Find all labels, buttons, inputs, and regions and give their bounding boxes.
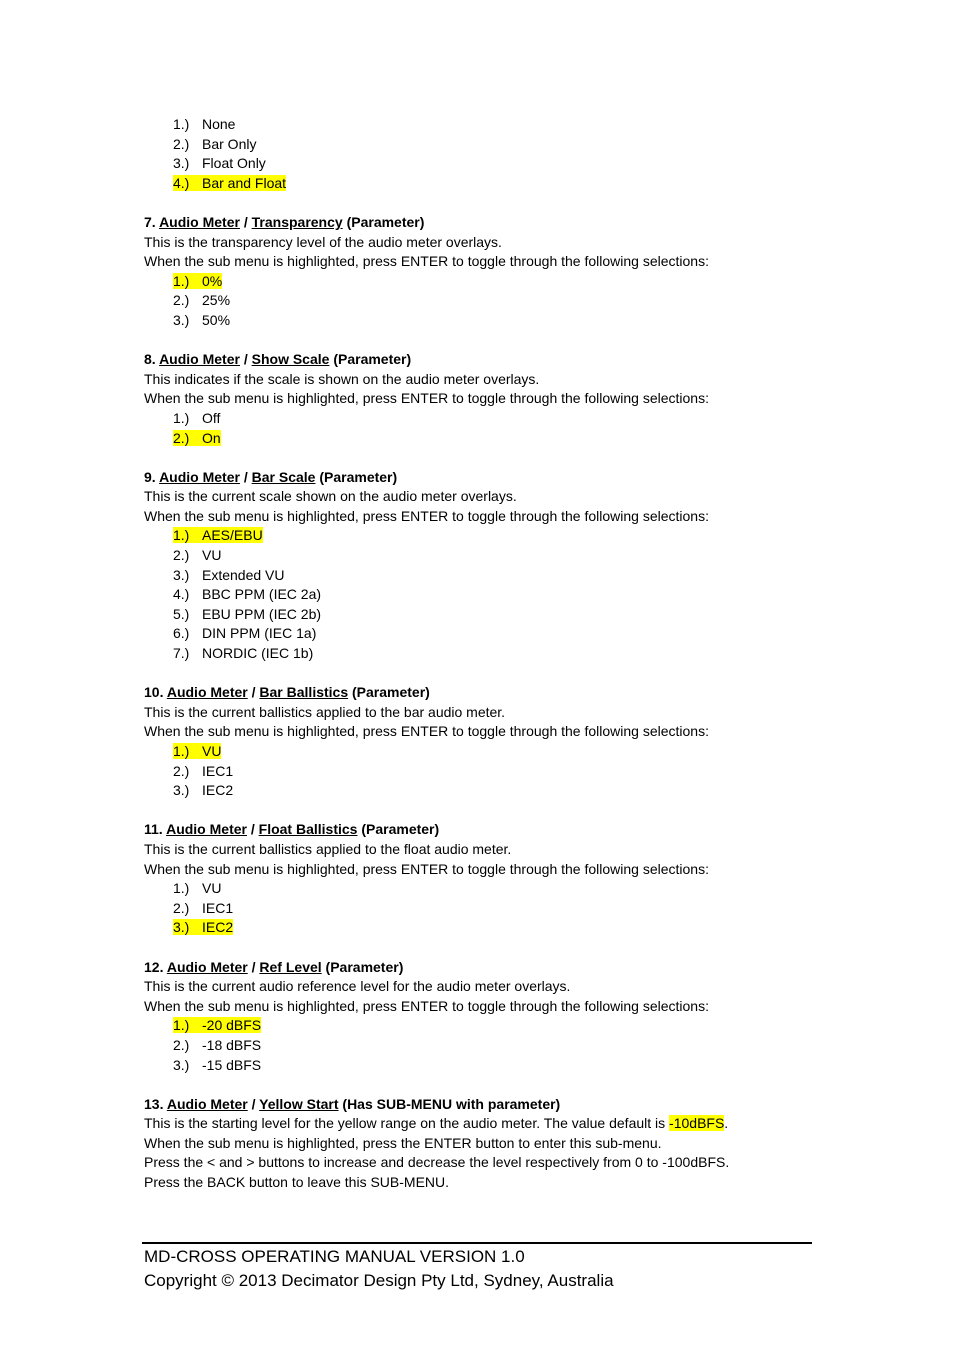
option-item <box>173 879 824 899</box>
selected-option-highlight <box>173 430 221 446</box>
option-item <box>173 1056 824 1076</box>
option-number: 3.) <box>173 311 190 328</box>
option-label: NORDIC (IEC 1b) <box>202 645 314 662</box>
submenu-name: Show Scale <box>251 351 330 368</box>
default-value-highlight: -10dBFS <box>669 1115 725 1132</box>
description-line: This indicates if the scale is shown on the audio meter overlays. <box>144 370 540 387</box>
description-line: When the sub menu is highlighted, press ENTER to toggle through the following selections: <box>144 860 709 877</box>
option-number: 4.) <box>173 174 190 191</box>
option-item <box>173 135 824 155</box>
option-label: 0% <box>202 272 223 289</box>
selection-options <box>144 526 824 663</box>
option-number: 1.) <box>173 409 190 426</box>
menu-name: Audio Meter <box>159 213 240 230</box>
option-label: -20 dBFS <box>202 1017 262 1034</box>
instruction-line: Press the < and > buttons to increase and decrease the level respectively from 0 to -100dBFS. <box>144 1154 730 1171</box>
menu-name: Audio Meter <box>166 684 248 701</box>
option-label: -18 dBFS <box>202 1036 262 1053</box>
description-line: When the sub menu is highlighted, press ENTER to toggle through the following selections: <box>144 507 709 524</box>
description-line: This is the starting level for the yellow range on the audio meter. The value default is -10dBFS. <box>144 1115 729 1132</box>
option-label: IEC1 <box>202 899 234 916</box>
menu-name: Audio Meter <box>166 821 247 838</box>
option-number: 1.) <box>173 880 190 897</box>
option-item <box>173 174 824 194</box>
option-label: Bar and Float <box>202 174 287 191</box>
option-label: EBU PPM (IEC 2b) <box>202 605 322 622</box>
copyright-notice: Copyright © 2013 Decimator Design Pty Ltd, Sydney, Australia <box>144 1271 614 1290</box>
option-label: Bar Only <box>202 135 257 152</box>
option-number: 2.) <box>173 429 190 446</box>
option-item <box>173 115 824 135</box>
display-mode-options <box>144 115 824 193</box>
option-item <box>173 762 824 782</box>
description-line: This is the current ballistics applied to the bar audio meter. <box>144 703 506 720</box>
option-number: 3.) <box>173 566 190 583</box>
option-label: VU <box>202 547 222 564</box>
instruction-line: When the sub menu is highlighted, press the ENTER button to enter this sub-menu. <box>144 1134 662 1151</box>
parameter-section <box>144 683 824 801</box>
section-number: 10. <box>144 684 164 701</box>
section-kind: (Has SUB-MENU with parameter) <box>342 1095 561 1112</box>
parameter-section <box>144 213 824 331</box>
section-heading: 10. Audio Meter / Bar Ballistics (Parameter) <box>144 684 430 701</box>
selection-options <box>144 409 824 448</box>
section-kind: (Parameter) <box>333 351 412 368</box>
parameter-section <box>144 958 824 1076</box>
manual-version: MD-CROSS OPERATING MANUAL VERSION 1.0 <box>144 1247 525 1266</box>
option-label: IEC2 <box>202 782 234 799</box>
description-line: When the sub menu is highlighted, press ENTER to toggle through the following selections: <box>144 723 709 740</box>
option-number: 2.) <box>173 762 190 779</box>
submenu-name: Transparency <box>251 213 343 230</box>
option-item <box>173 742 824 762</box>
section-number: 13. <box>144 1095 164 1112</box>
option-item <box>173 272 824 292</box>
option-item <box>173 781 824 801</box>
selection-options <box>144 742 824 801</box>
option-item <box>173 154 824 174</box>
option-number: 2.) <box>173 292 190 309</box>
option-item <box>173 585 824 605</box>
selection-options <box>144 879 824 938</box>
option-item <box>173 605 824 625</box>
option-number: 1.) <box>173 743 190 759</box>
option-item <box>173 409 824 429</box>
option-item <box>173 311 824 331</box>
option-item <box>173 644 824 664</box>
selection-options <box>144 1016 824 1075</box>
option-number: 4.) <box>173 586 190 603</box>
option-number: 6.) <box>173 625 190 642</box>
option-item <box>173 1016 824 1036</box>
option-label: BBC PPM (IEC 2a) <box>202 586 322 603</box>
description-line: This is the current audio reference level for the audio meter overlays. <box>144 978 571 995</box>
description-line: When the sub menu is highlighted, press ENTER to toggle through the following selections: <box>144 390 709 407</box>
option-item <box>173 624 824 644</box>
option-label: On <box>202 429 221 446</box>
submenu-name: Float Ballistics <box>258 821 358 838</box>
menu-name: Audio Meter <box>166 1095 248 1112</box>
option-label: VU <box>202 880 222 897</box>
option-item <box>173 1036 824 1056</box>
option-number: 1.) <box>173 1017 190 1034</box>
section-heading: 9. Audio Meter / Bar Scale (Parameter) <box>144 468 398 485</box>
option-number: 2.) <box>173 899 190 916</box>
selection-options <box>144 272 824 331</box>
section-number: 7. <box>144 213 156 230</box>
instruction-line: Press the BACK button to leave this SUB-MENU. <box>144 1174 450 1191</box>
option-item <box>173 546 824 566</box>
selected-option-highlight <box>173 175 286 191</box>
option-item <box>173 429 824 449</box>
option-number: 2.) <box>173 1036 190 1053</box>
option-number: 5.) <box>173 605 190 622</box>
menu-name: Audio Meter <box>166 958 248 975</box>
section-kind: (Parameter) <box>361 821 440 838</box>
section-kind: (Parameter) <box>346 213 425 230</box>
submenu-name: Ref Level <box>259 958 322 975</box>
section-kind: (Parameter) <box>352 684 430 701</box>
option-item <box>173 566 824 586</box>
page-footer <box>144 1245 614 1293</box>
option-item <box>173 899 824 919</box>
description-line: When the sub menu is highlighted, press ENTER to toggle through the following selections: <box>144 253 709 270</box>
option-label: AES/EBU <box>202 527 263 544</box>
option-label: Extended VU <box>202 566 285 583</box>
section-kind: (Parameter) <box>319 468 398 485</box>
option-label: VU <box>202 743 222 759</box>
submenu-name: Yellow Start <box>259 1095 339 1112</box>
section-kind: (Parameter) <box>325 958 404 975</box>
selected-option-highlight <box>173 743 221 759</box>
option-item <box>173 291 824 311</box>
option-number: 2.) <box>173 135 190 152</box>
selected-option-highlight <box>173 273 222 289</box>
section-number: 12. <box>144 958 164 975</box>
menu-name: Audio Meter <box>159 468 240 485</box>
option-label: Float Only <box>202 155 266 172</box>
parameter-section <box>144 468 824 664</box>
section-number: 9. <box>144 468 156 485</box>
option-number: 1.) <box>173 527 190 544</box>
description-line: This is the current ballistics applied to the float audio meter. <box>144 840 512 857</box>
menu-name: Audio Meter <box>159 351 240 368</box>
parameter-section <box>144 350 824 448</box>
submenu-name: Bar Scale <box>251 468 316 485</box>
parameter-sections <box>144 213 824 1075</box>
description-line: This is the transparency level of the audio meter overlays. <box>144 233 502 250</box>
option-label: 50% <box>202 311 231 328</box>
option-label: DIN PPM (IEC 1a) <box>202 625 317 642</box>
section-heading: 13. Audio Meter / Yellow Start (Has SUB-MENU with parameter) <box>144 1095 561 1112</box>
footer-divider <box>142 1242 812 1244</box>
selected-option-highlight <box>173 1017 261 1033</box>
option-label: -15 dBFS <box>202 1056 262 1073</box>
description-line: This is the current scale shown on the audio meter overlays. <box>144 488 517 505</box>
selected-option-highlight <box>173 919 233 935</box>
description-line: When the sub menu is highlighted, press ENTER to toggle through the following selections: <box>144 997 709 1014</box>
option-number: 1.) <box>173 116 190 132</box>
option-number: 3.) <box>173 782 190 799</box>
option-label: 25% <box>202 292 231 309</box>
option-number: 3.) <box>173 155 190 172</box>
option-label: None <box>202 116 236 132</box>
option-number: 3.) <box>173 1056 190 1073</box>
section-heading: 8. Audio Meter / Show Scale (Parameter) <box>144 351 412 368</box>
option-number: 1.) <box>173 272 190 289</box>
option-item <box>173 918 824 938</box>
parameter-section <box>144 820 824 938</box>
section-number: 11. <box>144 821 163 838</box>
section-number: 8. <box>144 351 156 368</box>
section-heading: 12. Audio Meter / Ref Level (Parameter) <box>144 958 404 975</box>
section-heading: 11. Audio Meter / Float Ballistics (Parameter) <box>144 821 440 838</box>
option-label: IEC1 <box>202 762 234 779</box>
submenu-name: Bar Ballistics <box>259 684 349 701</box>
selected-option-highlight <box>173 527 263 543</box>
option-label: IEC2 <box>202 919 234 936</box>
option-item <box>173 526 824 546</box>
option-number: 7.) <box>173 645 190 662</box>
option-label: Off <box>202 409 221 426</box>
page-content <box>144 115 824 1193</box>
option-number: 2.) <box>173 547 190 564</box>
section-heading: 7. Audio Meter / Transparency (Parameter) <box>144 213 425 230</box>
section-yellow-start <box>144 1095 824 1193</box>
option-number: 3.) <box>173 919 190 936</box>
